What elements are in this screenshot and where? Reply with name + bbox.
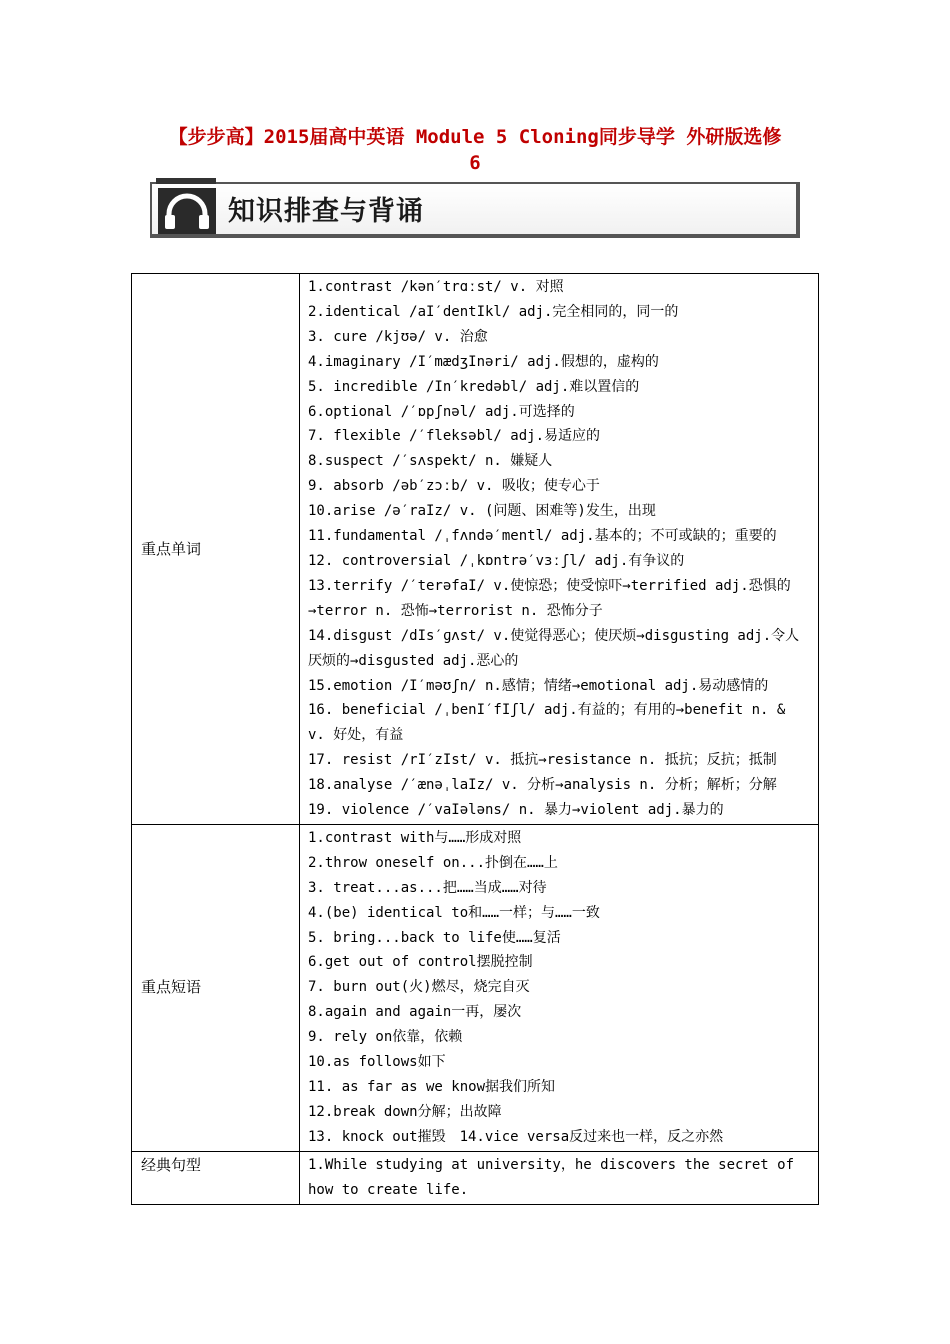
word-item: 16. beneficial /ˌbenI′fIʃl/ adj.有益的；有用的→benefit n. & v. 好处，有益: [308, 702, 786, 744]
word-item: 11.fundamental /ˌfʌndə′mentl/ adj.基本的；不可或缺的；重要的: [308, 528, 777, 545]
word-item: 10.arise /ə′raIz/ v. (问题、困难等)发生，出现: [308, 503, 656, 520]
document-title: [120, 124, 830, 176]
words-list: [300, 274, 819, 825]
phrase-item: 9. rely on依靠，依赖: [308, 1029, 463, 1046]
phrase-item: 6.get out of control摆脱控制: [308, 954, 533, 971]
word-item: 17. resist /rI′zIst/ v. 抵抗→resistance n. 抵抗；反抗；抵制: [308, 752, 777, 769]
table-row-sentences: [132, 1151, 819, 1204]
banner-title: 知识排查与背诵: [228, 196, 424, 227]
word-item: 14.disgust /dIs′ɡʌst/ v.使觉得恶心；使厌烦→disgusting adj.令人厌烦的→disgusted adj.恶心的: [308, 627, 800, 669]
headphones-icon: [158, 188, 216, 234]
word-item: 6.optional /′ɒpʃnəl/ adj.可选择的: [308, 403, 575, 420]
phrase-item: 11. as far as we know据我们所知: [308, 1079, 556, 1095]
vocabulary-table: [131, 273, 819, 1205]
word-item: 18.analyse /′ænəˌlaIz/ v. 分析→analysis n. 分析；解析；分解: [308, 777, 777, 794]
category-words: 重点单词: [132, 274, 300, 825]
category-sentences: 经典句型: [132, 1151, 300, 1204]
phrase-item: 8.again and again一再，屡次: [308, 1004, 522, 1021]
phrase-item: 10.as follows如下: [308, 1054, 446, 1071]
word-item: 1.contrast /kən′trɑːst/ v. 对照: [308, 279, 564, 295]
word-item: 19. violence /′vaIələns/ n. 暴力→violent adj.暴力的: [308, 802, 724, 819]
phrase-item: 7. burn out(火)燃尽，烧完自灭: [308, 979, 530, 996]
word-item: 4.imaginary /I′mædʒInəri/ adj.假想的，虚构的: [308, 353, 659, 370]
phrase-item: 13. knock out摧毁 14.vice versa反过来也一样，反之亦然: [308, 1128, 724, 1145]
phrases-list: [300, 824, 819, 1151]
phrase-item: 4.(be) identical to和……一样；与……一致: [308, 904, 600, 921]
headphones-icon-graphic: [158, 188, 216, 234]
word-item: 2.identical /aI′dentIkl/ adj.完全相同的，同一的: [308, 303, 679, 320]
sentences-list: [300, 1151, 819, 1204]
word-item: 7. flexible /′fleksəbl/ adj.易适应的: [308, 428, 601, 445]
word-item: 3. cure /kjʊə/ v. 治愈: [308, 328, 488, 345]
title-line-1: 【步步高】2015届高中英语 Module 5 Cloning同步导学 外研版选修: [168, 126, 782, 148]
table-row-words: [132, 274, 819, 825]
phrase-item: 12.break down分解；出故障: [308, 1103, 502, 1120]
phrase-item: 3. treat...as...把……当成……对待: [308, 879, 547, 896]
phrase-item: 5. bring...back to life使……复活: [308, 929, 561, 946]
sentence-item: 1.While studying at university，he discovers the secret of how to create life.: [308, 1156, 795, 1198]
table-row-phrases: [132, 824, 819, 1151]
category-phrases: 重点短语: [132, 824, 300, 1151]
word-item: 8.suspect /′sʌspekt/ n. 嫌疑人: [308, 453, 553, 470]
phrase-item: 1.contrast with与……形成对照: [308, 829, 522, 846]
phrase-item: 2.throw oneself on...扑倒在……上: [308, 854, 558, 871]
word-item: 12. controversial /ˌkɒntrə′vɜːʃl/ adj.有争议的: [308, 552, 685, 569]
title-line-2: 6: [469, 152, 481, 174]
word-item: 15.emotion /I′məʊʃn/ n.感情；情绪→emotional adj.易动感情的: [308, 677, 769, 694]
word-item: 9. absorb /əb′zɔːb/ v. 吸收；使专心于: [308, 478, 600, 495]
word-item: 5. incredible /In′kredəbl/ adj.难以置信的: [308, 378, 640, 395]
word-item: 13.terrify /′terəfaI/ v.使惊恐；使受惊吓→terrified adj.恐惧的→terror n. 恐怖→terrorist n. 恐怖分子: [308, 577, 791, 619]
banner-top-bar: [156, 178, 216, 184]
